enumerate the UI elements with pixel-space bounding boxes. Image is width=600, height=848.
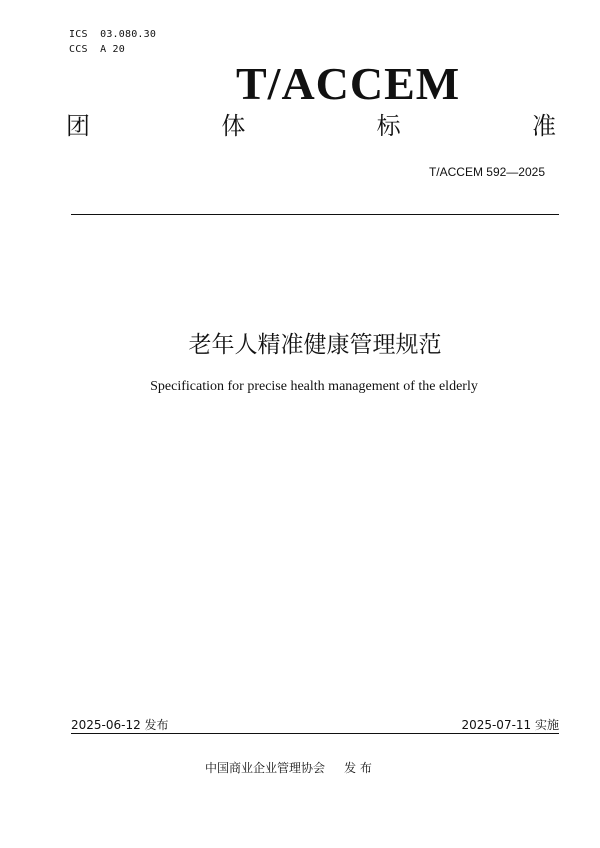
publisher: 中国商业企业管理协会 发 布: [205, 761, 372, 775]
standard-type-char: 标: [376, 112, 401, 140]
standard-type-char: 准: [531, 112, 556, 140]
standard-type-char: 体: [221, 112, 246, 140]
standard-type: [66, 112, 556, 141]
implementation-date: 2025-07-11 实施: [461, 718, 559, 732]
issue-date: 2025-06-12 发布: [71, 718, 169, 732]
organization-logo: T/ACCEM: [236, 58, 461, 109]
ics-code: ICS 03.080.30: [69, 29, 157, 40]
standard-type-char: 团: [66, 112, 90, 140]
top-divider: [71, 214, 559, 215]
ccs-code: CCS A 20: [69, 44, 125, 55]
document-title-english: Specification for precise health management of the elderly: [150, 379, 478, 394]
document-title-chinese: 老年人精准健康管理规范: [188, 332, 442, 358]
standard-number: T/ACCEM 592—2025: [428, 165, 545, 179]
bottom-divider: [71, 733, 559, 734]
